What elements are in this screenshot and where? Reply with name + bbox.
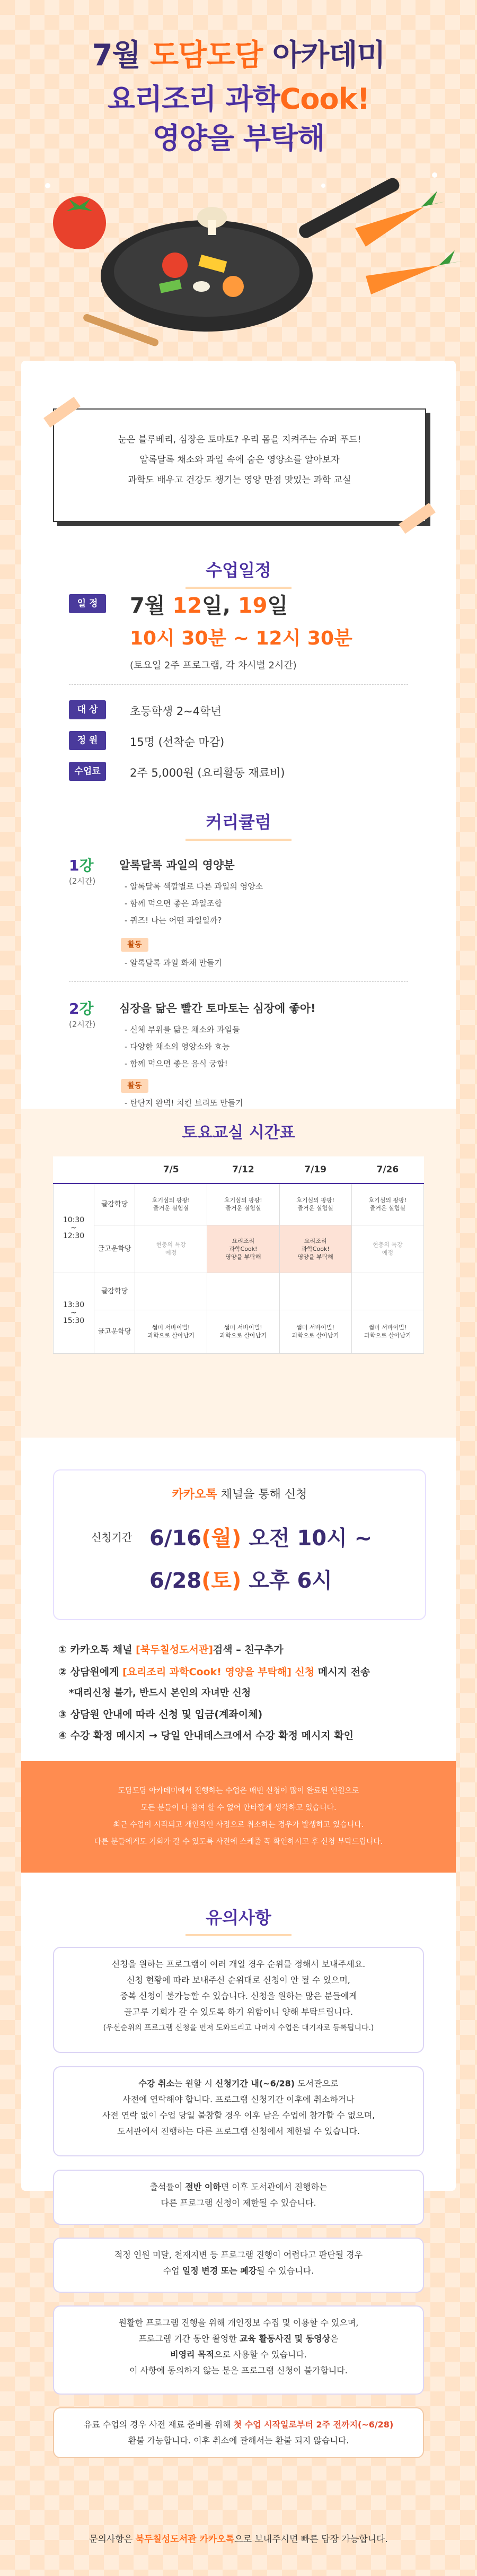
caution-box: 수강 취소는 원할 시 신청기간 내(~6/28) 도서관으로 사전에 연락해야 합니다. 프로그램 신청기간 이후에 취소하거나 사전 연락 없이 수업 당일 불참할 경우 이후 남은 수업에 참가할 수 없으며, 도서관에서 진행하는 다른 프로그램 신청에서 제한될 수 있습니다. bbox=[53, 2066, 424, 2156]
date-header: 7/12 bbox=[207, 1156, 279, 1183]
room-name: 글감학당 bbox=[94, 1183, 135, 1225]
fee-label: 수업료 bbox=[69, 762, 106, 781]
room-name: 글고운학당 bbox=[94, 1310, 135, 1353]
hero-title: 요리조리 과학Cook! 영양을 부탁해 bbox=[107, 82, 370, 155]
schedule-cell: 썸머 서바이벌! 과학으로 살아남기 bbox=[207, 1310, 279, 1353]
application-box bbox=[53, 1469, 426, 1620]
caution-box: 적정 인원 미달, 천재지변 등 프로그램 진행이 어렵다고 판단될 경우 수업 일정 변경 또는 폐강될 수 있습니다. bbox=[53, 2238, 424, 2293]
hero-eyebrow: 7월 도담도담 아카데미 bbox=[92, 38, 385, 73]
activity-badge: 활동 bbox=[121, 1079, 148, 1093]
schedule-title: 수업일정 bbox=[0, 557, 477, 589]
lesson-title: 심장을 닮은 빨간 토마토는 심장에 좋아! bbox=[119, 1002, 316, 1015]
caution-box: 신청을 원하는 프로그램이 여러 개일 경우 순위를 정해서 보내주세요. 신청 현황에 따라 보내주신 순위대로 신청이 안 될 수 있으며, 중복 신청이 불가능할 수 있습니다. 신청을 원하는 많은 분들에게 골고루 기회가 갈 수 있도록 하기 위함이니 양해 부탁드립니다. (우선순위의 프로그램 신청을 먼저 도와드리고 나머지 수업은 대기자로 등록됩니다.) bbox=[53, 1947, 424, 2053]
schedule-cell bbox=[135, 1273, 207, 1310]
contact-info: 문의사항은 북두칠성도서관 카카오톡으로 보내주시면 빠른 답장 가능합니다. bbox=[89, 2534, 388, 2545]
intro-box bbox=[53, 408, 426, 522]
tomato-icon bbox=[53, 196, 106, 249]
schedule-cell: 호기심의 팡팡! 즐거운 실험실 bbox=[351, 1183, 423, 1225]
caution-box: 출석률이 절반 이하면 이후 도서관에서 진행하는 다른 프로그램 신청이 제한될 수 있습니다. bbox=[53, 2170, 424, 2225]
time-slot: 13:30 ~ 15:30 bbox=[54, 1273, 94, 1353]
timetable bbox=[53, 1156, 424, 1354]
target-value: 초등학생 2~4학년 bbox=[130, 705, 222, 718]
schedule-note: (토요일 2주 프로그램, 각 차시별 2시간) bbox=[130, 660, 297, 671]
lesson-hours: (2시간) bbox=[69, 1020, 96, 1029]
schedule-cell-highlight: 요리조리 과학Cook! 영양을 부탁해 bbox=[207, 1225, 279, 1273]
lesson-title: 알록달록 과일의 영양분 bbox=[119, 859, 235, 872]
hero-banner bbox=[0, 0, 477, 382]
carrot-icon bbox=[355, 191, 463, 294]
room-name: 글고운학당 bbox=[94, 1225, 135, 1273]
lesson-point: - 함께 먹으면 좋은 과일조합 bbox=[125, 899, 222, 908]
application-step: ④ 수강 확정 메시지 → 당일 안내데스크에서 수강 확정 메시지 확인 bbox=[58, 1730, 354, 1742]
application-step: ① 카카오톡 채널 [북두칠성도서관]검색 – 친구추가 bbox=[58, 1644, 284, 1656]
class-dates: 7월 12일, 19일 bbox=[130, 594, 288, 618]
application-step: ③ 상담원 안내에 따라 신청 및 입금(계좌이체) bbox=[58, 1709, 263, 1720]
application-channel: 카카오톡 채널을 통해 신청 bbox=[172, 1488, 307, 1501]
schedule-cell: 썸머 서바이벌! 과학으로 살아남기 bbox=[351, 1310, 423, 1353]
schedule-cell: 호기심의 팡팡! 즐거운 실험실 bbox=[135, 1183, 207, 1225]
schedule-cell bbox=[207, 1273, 279, 1310]
curriculum-title: 커리큘럼 bbox=[0, 809, 477, 841]
schedule-cell: 호기심의 팡팡! 즐거운 실험실 bbox=[207, 1183, 279, 1225]
application-period-label: 신청기간 bbox=[91, 1531, 132, 1544]
divider bbox=[69, 684, 408, 685]
date-header: 7/5 bbox=[135, 1156, 207, 1183]
date-header: 7/19 bbox=[279, 1156, 351, 1183]
capacity-value: 15명 (선착순 마감) bbox=[130, 736, 225, 749]
cooking-illustration bbox=[0, 154, 477, 382]
class-time: 10시 30분 ~ 12시 30분 bbox=[130, 628, 352, 649]
lesson-point: - 알록달록 색깔별로 다른 과일의 영양소 bbox=[125, 882, 263, 891]
lesson-number: 2강 bbox=[69, 1000, 94, 1017]
activity-text: - 알록달록 과일 화채 만들기 bbox=[125, 958, 222, 968]
application-note: *대리신청 불가, 반드시 본인의 자녀만 신청 bbox=[69, 1687, 251, 1699]
application-end: 6/28(토) 오후 6시 bbox=[149, 1569, 332, 1593]
lesson-number: 1강 bbox=[69, 857, 94, 874]
table-row bbox=[54, 1183, 424, 1225]
schedule-cell: 썸머 서바이벌! 과학으로 살아남기 bbox=[279, 1310, 351, 1353]
date-header: 7/26 bbox=[351, 1156, 423, 1183]
lesson-point: - 함께 먹으면 좋은 음식 궁합! bbox=[125, 1059, 228, 1068]
table-row bbox=[54, 1310, 424, 1353]
schedule-cell: 현충의 특강 예정 bbox=[351, 1225, 423, 1273]
schedule-cell: 호기심의 팡팡! 즐거운 실험실 bbox=[279, 1183, 351, 1225]
lesson-hours: (2시간) bbox=[69, 876, 96, 886]
notice-band: 도담도담 아카데미에서 진행하는 수업은 매번 신청이 많이 완료된 인원으로 모든 분들이 다 참여 할 수 없어 안타깝게 생각하고 있습니다. 최근 수업이 시작되고 개인적인 사정으로 취소하는 경우가 발생하고 있습니다. 다른 분들에게도 기회가 갈 수 있도록 사전에 스케줄 꼭 확인하시고 후 신청 부탁드립니다. bbox=[21, 1761, 456, 1873]
schedule-cell-highlight: 요리조리 과학Cook! 영양을 부탁해 bbox=[279, 1225, 351, 1273]
lesson-point: - 신체 부위를 닮은 채소와 과일들 bbox=[125, 1025, 240, 1034]
room-name: 글감학당 bbox=[94, 1273, 135, 1310]
capacity-label: 정 원 bbox=[69, 731, 106, 750]
activity-text: - 탄단지 완벽! 치킨 브리또 만들기 bbox=[125, 1098, 243, 1108]
caution-title: 유의사항 bbox=[0, 1904, 477, 1936]
application-step: ② 상담원에게 [요리조리 과학Cook! 영양을 부탁해] 신청 메시지 전송 bbox=[58, 1666, 370, 1678]
table-row bbox=[54, 1273, 424, 1310]
lesson-point: - 퀴즈! 나는 어떤 과일일까? bbox=[125, 916, 222, 925]
brand-name: 도담도담 bbox=[150, 38, 263, 73]
schedule-cell bbox=[279, 1273, 351, 1310]
activity-badge: 활동 bbox=[121, 938, 148, 952]
schedule-cell: 썸머 서바이벌! 과학으로 살아남기 bbox=[135, 1310, 207, 1353]
time-slot: 10:30 ~ 12:30 bbox=[54, 1183, 94, 1273]
fee-value: 2주 5,000원 (요리활동 재료비) bbox=[130, 767, 285, 779]
application-start: 6/16(월) 오전 10시 ~ bbox=[149, 1526, 373, 1551]
target-label: 대 상 bbox=[69, 700, 106, 719]
frying-pan-icon bbox=[101, 176, 402, 332]
refund-box: 유료 수업의 경우 사전 재료 준비를 위해 첫 수업 시작일로부터 2주 전까지(~6/28) 환불 가능합니다. 이후 취소에 관해서는 환불 되지 않습니다. bbox=[53, 2407, 424, 2458]
lesson-point: - 다양한 채소의 영양소와 효능 bbox=[125, 1042, 230, 1051]
timetable-header bbox=[54, 1156, 424, 1183]
schedule-cell bbox=[351, 1273, 423, 1310]
date-label: 일 정 bbox=[69, 594, 106, 613]
timetable-title: 토요교실 시간표 bbox=[182, 1124, 295, 1142]
table-row bbox=[54, 1225, 424, 1273]
caution-box: 원활한 프로그램 진행을 위해 개인정보 수집 및 이용할 수 있으며, 프로그램 기간 동안 촬영한 교육 활동사진 및 동영상은 비영리 목적으로 사용할 수 있습니다. 이 사항에 동의하지 않는 분은 프로그램 신청이 불가합니다. bbox=[53, 2305, 424, 2395]
schedule-cell: 현충의 특강 예정 bbox=[135, 1225, 207, 1273]
intro-text: 눈은 블루베리, 심장은 토마토? 우리 몸을 지켜주는 슈퍼 푸드! 알록달록 채소와 과일 속에 숨은 영양소를 알아보자 과학도 배우고 건강도 챙기는 영양 만점 맛있는 과학 교실 bbox=[118, 434, 361, 485]
divider bbox=[69, 981, 408, 982]
